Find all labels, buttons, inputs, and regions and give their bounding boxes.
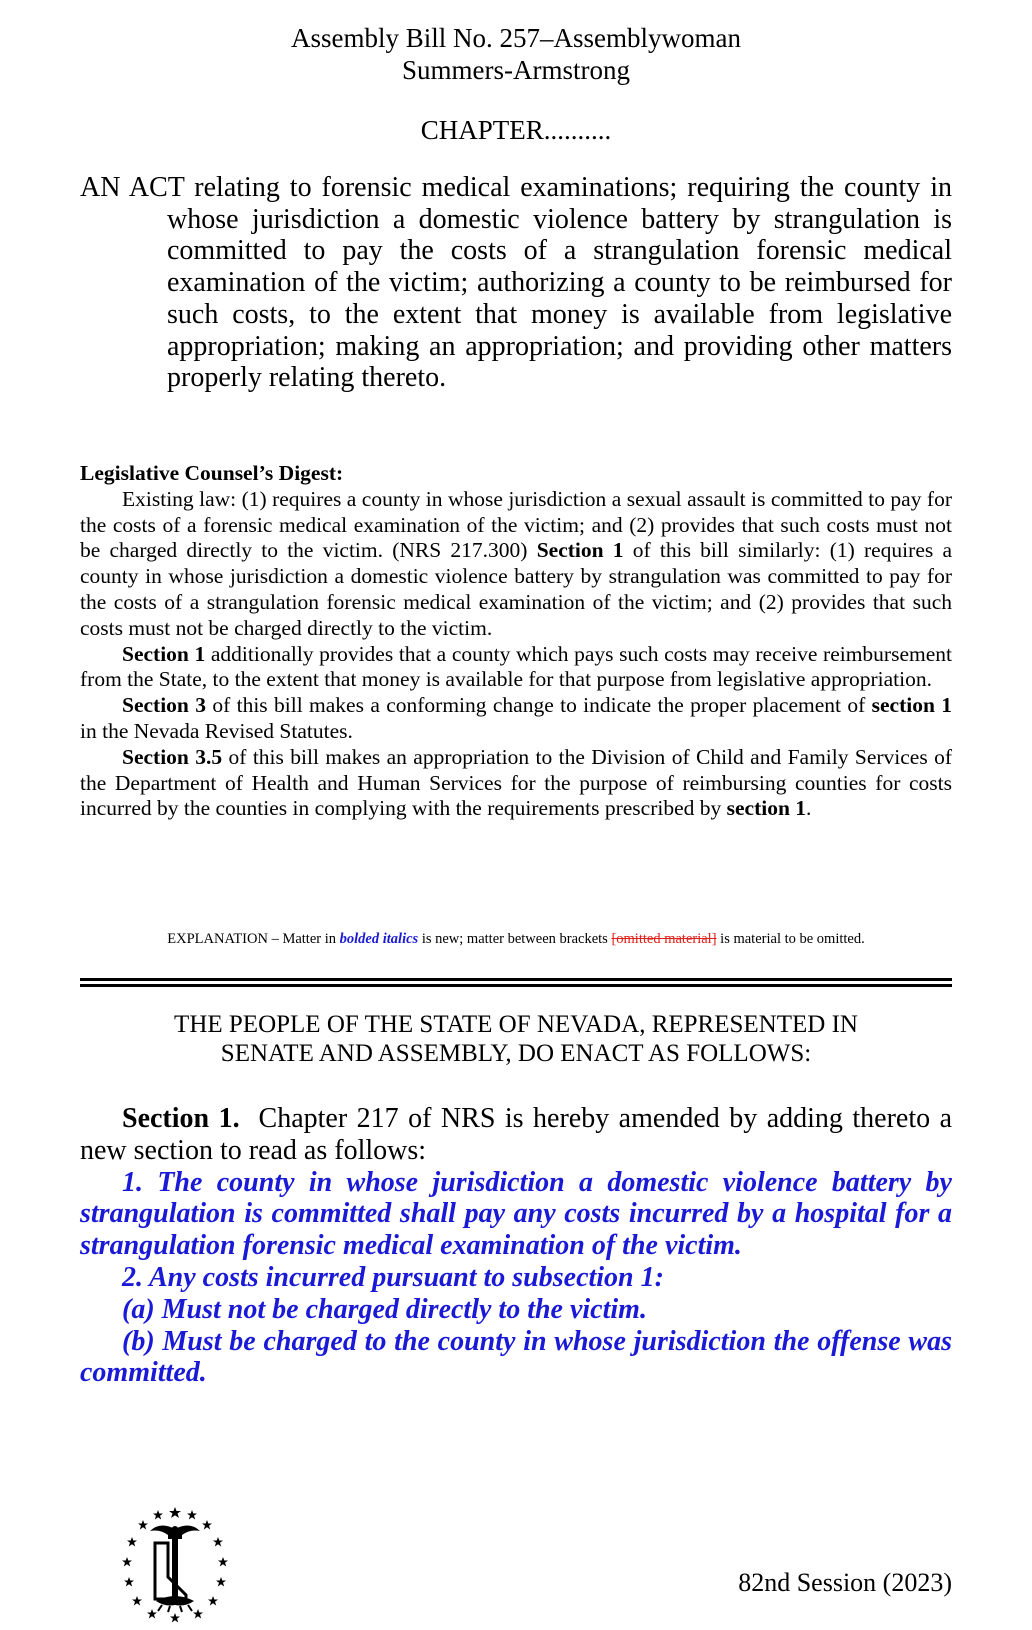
- paragraph-a: (a) Must not be charged directly to the victim.: [122, 1293, 647, 1325]
- paragraph-b: (b) Must be charged to the county in whose jurisdiction the offense was committed.: [80, 1325, 952, 1389]
- divider-line: [80, 984, 952, 987]
- legislative-digest: [80, 461, 952, 822]
- subsection-2: 2. Any costs incurred pursuant to subsection 1:: [122, 1261, 664, 1293]
- act-summary: AN ACT relating to forensic medical examinations; requiring the county in whose jurisdiction a domestic violence battery by strangulation is committed to pay the costs of a strangulation forensic medical examination of the victim; authorizing a county to be reimbursed for such costs, to the extent that money is available from legislative appropriation; making an appropriation; and providing other matters properly relating thereto.: [80, 172, 952, 394]
- digest-paragraph-2: Section 1 additionally provides that a county which pays such costs may receive reimbursement from the State, to the extent that money is available for that purpose from legislative appropriation.: [80, 641, 952, 692]
- enacting-clause: THE PEOPLE OF THE STATE OF NEVADA, REPRESENTED IN SENATE AND ASSEMBLY, DO ENACT AS FOLLOWS:: [174, 1011, 858, 1067]
- digest-paragraph-3: Section 3 of this bill makes a conforming change to indicate the proper placement of section 1 in the Nevada Revised Statutes.: [80, 693, 953, 743]
- bill-title: Assembly Bill No. 257–Assemblywoman: [291, 23, 741, 53]
- digest-heading: Legislative Counsel’s Digest:: [80, 461, 344, 485]
- subsection-1: 1. The county in whose jurisdiction a domestic violence battery by strangulation is committed shall pay any costs incurred by a hospital for a strangulation forensic medical examination of the victim.: [80, 1166, 952, 1262]
- session-label: 82nd Session (2023): [738, 1568, 952, 1597]
- section-1: [80, 1103, 952, 1389]
- explanation-note: EXPLANATION – Matter in bolded italics is new; matter between brackets [omitted material] is material to be omitted.: [167, 931, 865, 947]
- digest-paragraph-4: Section 3.5 of this bill makes an appropriation to the Division of Child and Family Services of the Department of Health and Human Services for the purpose of reimbursing counties for costs incurred by the counties in complying with the requirements prescribed by section 1.: [80, 744, 952, 821]
- digest-paragraph-1: Existing law: (1) requires a county in whose jurisdiction a sexual assault is committed to pay for the costs of a forensic medical examination of the victim; and (2) provides that such costs must not be charged directly to the victim. (NRS 217.300) Section 1 of this bill similarly: (1) requires a county in whose jurisdiction a domestic violence battery by strangulation was committed to pay for the costs of a strangulation forensic medical examination of the victim; and (2) provides that such costs must not be charged directly to the victim.: [80, 486, 952, 640]
- nevada-legislature-seal-icon: [120, 1505, 230, 1623]
- section-1-intro: Section 1. Chapter 217 of NRS is hereby amended by adding thereto a new section to read as follows:: [80, 1103, 953, 1166]
- bill-sponsor: Summers-Armstrong: [402, 55, 630, 85]
- divider-line: [80, 978, 952, 981]
- chapter-label: CHAPTER..........: [420, 115, 612, 145]
